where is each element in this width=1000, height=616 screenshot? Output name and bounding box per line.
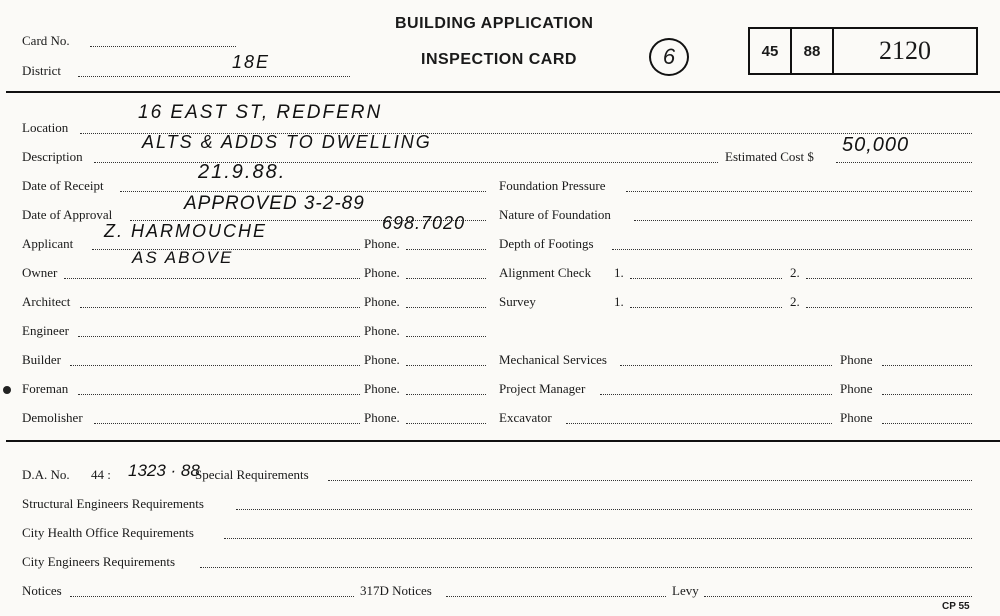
demolisher-phone-label: Phone. (364, 410, 400, 425)
excavator-label: Excavator (499, 410, 552, 425)
engineer-field[interactable] (78, 336, 360, 337)
box-number: 2120 (879, 36, 931, 65)
structural-req-label: Structural Engineers Requirements (22, 496, 204, 511)
architect-phone-label: Phone. (364, 294, 400, 309)
district-value: 18E (232, 52, 271, 72)
survey-num-2: 2. (790, 294, 800, 309)
location-value: 16 EAST ST, REDFERN (138, 102, 383, 123)
owner-phone-field[interactable] (406, 278, 486, 279)
demolisher-field[interactable] (94, 423, 360, 424)
depth-footings-field[interactable] (612, 249, 972, 250)
demolisher-phone-field[interactable] (406, 423, 486, 424)
owner-value: AS ABOVE (132, 248, 234, 267)
architect-field[interactable] (80, 307, 360, 308)
survey-field-2[interactable] (806, 307, 972, 308)
project-manager-phone-field[interactable] (882, 394, 972, 395)
district-field[interactable] (78, 76, 350, 77)
foreman-field[interactable] (78, 394, 360, 395)
applicant-label: Applicant (22, 236, 74, 251)
foreman-phone-label: Phone. (364, 381, 400, 396)
notices-field[interactable] (70, 596, 354, 597)
health-req-label: City Health Office Requirements (22, 525, 194, 540)
special-req-field[interactable] (328, 480, 972, 481)
applicant-phone-value: 698.7020 (382, 213, 466, 233)
date-receipt-label: Date of Receipt (22, 178, 104, 193)
city-eng-req-field[interactable] (200, 567, 972, 568)
da-value: 1323 · 88 (128, 461, 200, 480)
card-number-box (748, 27, 978, 75)
notices-317d-field[interactable] (446, 596, 666, 597)
engineer-label: Engineer (22, 323, 69, 338)
owner-phone-label: Phone. (364, 265, 400, 280)
survey-field-1[interactable] (630, 307, 782, 308)
applicant-phone-label: Phone. (364, 236, 400, 251)
demolisher-label: Demolisher (22, 410, 83, 425)
builder-phone-field[interactable] (406, 365, 486, 366)
depth-footings-label: Depth of Footings (499, 236, 594, 251)
district-label: District (22, 63, 61, 78)
circled-mark-value: 6 (662, 44, 676, 69)
special-req-label: Special Requirements (195, 467, 309, 482)
city-eng-req-label: City Engineers Requirements (22, 554, 176, 569)
box-cell-1: 45 (750, 29, 792, 73)
estimated-cost-label: Estimated Cost $ (725, 149, 814, 164)
mechanical-field[interactable] (620, 365, 832, 366)
builder-field[interactable] (70, 365, 360, 366)
description-value: ALTS & ADDS TO DWELLING (142, 132, 432, 152)
alignment-check-field-1[interactable] (630, 278, 782, 279)
applicant-value: Z. HARMOUCHE (104, 221, 267, 241)
foundation-pressure-label: Foundation Pressure (499, 178, 606, 193)
structural-req-field[interactable] (236, 509, 972, 510)
levy-field[interactable] (704, 596, 972, 597)
mechanical-phone-label: Phone (840, 352, 873, 367)
architect-label: Architect (22, 294, 71, 309)
da-prefix: 44 : (91, 467, 111, 482)
estimated-cost-value: 50,000 (842, 134, 910, 156)
alignment-num-2: 2. (790, 265, 800, 280)
mechanical-label: Mechanical Services (499, 352, 607, 367)
notices-label: Notices (22, 583, 62, 598)
form-title: BUILDING APPLICATION (395, 15, 594, 32)
foreman-label: Foreman (22, 381, 69, 396)
health-req-field[interactable] (224, 538, 972, 539)
excavator-phone-label: Phone (840, 410, 873, 425)
engineer-phone-field[interactable] (406, 336, 486, 337)
date-approval-label: Date of Approval (22, 207, 113, 222)
survey-label: Survey (499, 294, 536, 309)
architect-phone-field[interactable] (406, 307, 486, 308)
nature-foundation-label: Nature of Foundation (499, 207, 611, 222)
project-manager-label: Project Manager (499, 381, 586, 396)
form-code: CP 55 (942, 601, 970, 612)
box-cell-2: 88 (792, 29, 834, 73)
builder-phone-label: Phone. (364, 352, 400, 367)
form-subtitle: INSPECTION CARD (421, 51, 577, 68)
excavator-phone-field[interactable] (882, 423, 972, 424)
alignment-check-label: Alignment Check (499, 265, 592, 280)
date-approval-value: APPROVED 3-2-89 (184, 193, 365, 214)
engineer-phone-label: Phone. (364, 323, 400, 338)
foreman-phone-field[interactable] (406, 394, 486, 395)
circled-mark (649, 38, 689, 76)
da-no-label: D.A. No. (22, 467, 70, 482)
description-label: Description (22, 149, 83, 164)
survey-num-1: 1. (614, 294, 624, 309)
middle-rule (6, 440, 1000, 442)
punch-hole-mark (3, 386, 11, 394)
applicant-phone-field[interactable] (406, 249, 486, 250)
location-label: Location (22, 120, 69, 135)
alignment-check-field-2[interactable] (806, 278, 972, 279)
notices-317d-label: 317D Notices (360, 583, 432, 598)
card-no-field[interactable] (90, 46, 236, 47)
levy-label: Levy (672, 583, 699, 598)
nature-foundation-field[interactable] (634, 220, 972, 221)
date-receipt-value: 21.9.88. (198, 161, 287, 183)
mechanical-phone-field[interactable] (882, 365, 972, 366)
project-manager-phone-label: Phone (840, 381, 873, 396)
owner-label: Owner (22, 265, 58, 280)
description-field[interactable] (94, 162, 718, 163)
builder-label: Builder (22, 352, 61, 367)
excavator-field[interactable] (566, 423, 832, 424)
project-manager-field[interactable] (600, 394, 832, 395)
header-rule (6, 91, 1000, 93)
foundation-pressure-field[interactable] (626, 191, 972, 192)
owner-field[interactable] (64, 278, 360, 279)
date-receipt-field[interactable] (120, 191, 486, 192)
card-no-label: Card No. (22, 33, 70, 48)
estimated-cost-field[interactable] (836, 162, 972, 163)
alignment-num-1: 1. (614, 265, 624, 280)
